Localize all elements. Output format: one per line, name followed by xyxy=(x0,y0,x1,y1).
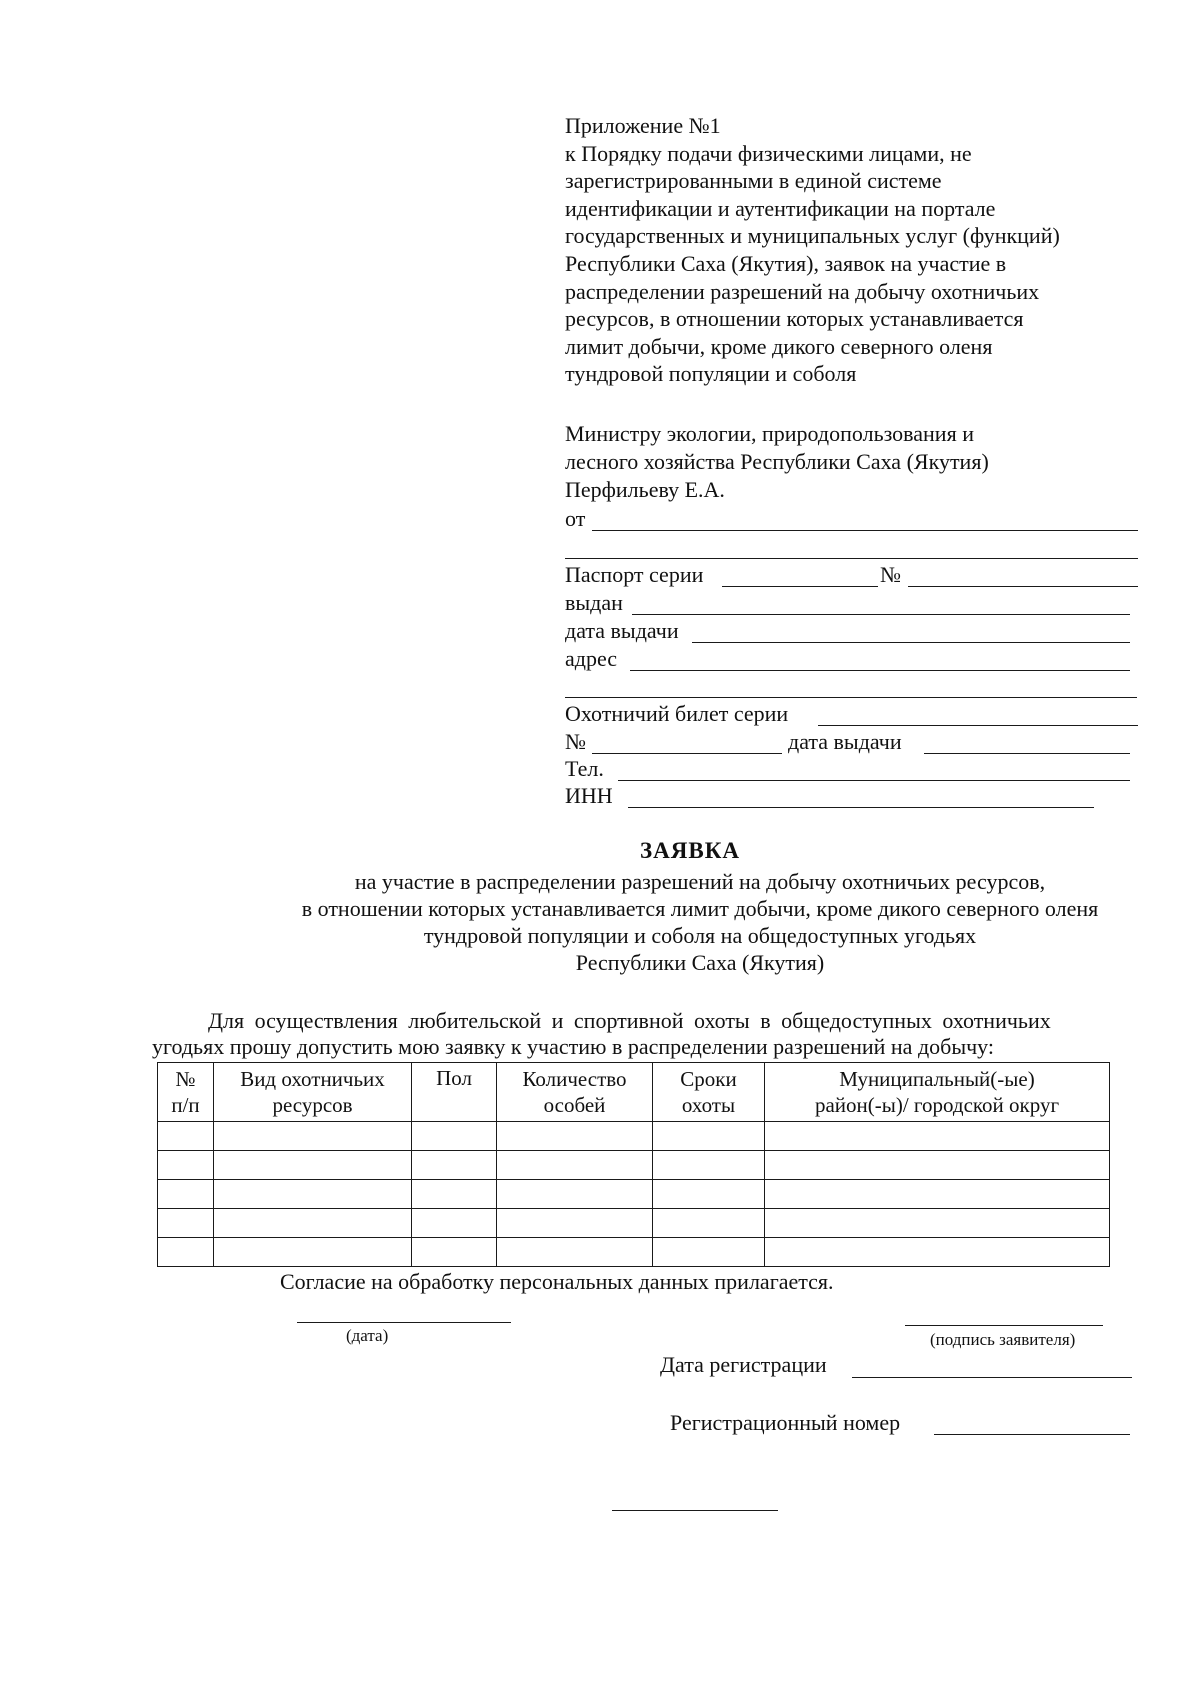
phone-label: Тел. xyxy=(565,756,604,781)
addressee-line: Перфильеву Е.А. xyxy=(565,477,725,502)
application-subtitle-line: на участие в распределении разрешений на добычу охотничьих ресурсов, xyxy=(354,869,1046,894)
application-subtitle-line: в отношении которых устанавливается лимит добычи, кроме дикого северного оленя xyxy=(301,896,1099,921)
from-field[interactable] xyxy=(592,530,1138,531)
passport-series-field[interactable] xyxy=(722,586,878,587)
resources-table xyxy=(157,1062,1110,1267)
column-header-sex: Пол xyxy=(412,1063,497,1122)
address-label: адрес xyxy=(565,646,618,671)
addressee-block xyxy=(565,420,1165,504)
issued-label: выдан xyxy=(565,590,623,615)
passport-number-label: № xyxy=(880,562,901,587)
ticket-number-label: № xyxy=(565,729,586,754)
table-row[interactable] xyxy=(158,1180,1110,1209)
address-field-line-2[interactable] xyxy=(565,697,1137,698)
inn-field[interactable] xyxy=(628,807,1094,808)
signature-field[interactable] xyxy=(905,1325,1103,1326)
hunting-ticket-label: Охотничий билет серии xyxy=(565,701,789,726)
addressee-line: лесного хозяйства Республики Саха (Якутия) xyxy=(565,449,989,474)
request-paragraph-line-2: угодьях прошу допустить мою заявку к участию в распределении разрешений на добычу: xyxy=(152,1034,994,1059)
appendix-line: Приложение №1 xyxy=(565,113,721,138)
registration-date-field[interactable] xyxy=(852,1377,1132,1378)
appendix-block xyxy=(565,112,1165,388)
ticket-date-field[interactable] xyxy=(924,753,1130,754)
from-label: от xyxy=(565,506,586,531)
registration-number-label: Регистрационный номер xyxy=(670,1410,901,1435)
registration-number-field[interactable] xyxy=(934,1434,1130,1435)
issue-date-label: дата выдачи xyxy=(565,618,679,643)
appendix-line: тундровой популяции и соболя xyxy=(565,361,857,387)
application-title: ЗАЯВКА xyxy=(640,838,740,863)
address-field[interactable] xyxy=(630,670,1130,671)
ticket-number-field[interactable] xyxy=(592,753,782,754)
from-field-line-2[interactable] xyxy=(565,558,1138,559)
request-paragraph-line-1: Для осуществления любительской и спортивной охоты в общедоступных охотничьих xyxy=(208,1008,1051,1033)
table-row[interactable] xyxy=(158,1209,1110,1238)
ticket-date-label: дата выдачи xyxy=(788,729,902,754)
signature-caption: (подпись заявителя) xyxy=(930,1330,1076,1349)
issued-field[interactable] xyxy=(632,614,1130,615)
appendix-line: лимит добычи, кроме дикого северного оленя xyxy=(565,333,993,359)
addressee-line: Министру экологии, природопользования и xyxy=(565,421,974,446)
end-separator xyxy=(612,1510,778,1511)
appendix-line: зарегистрированными в единой системе xyxy=(565,168,942,194)
column-header-district: Муниципальный(-ые) район(-ы)/ городской округ xyxy=(765,1063,1110,1122)
table-row[interactable] xyxy=(158,1122,1110,1151)
phone-field[interactable] xyxy=(618,780,1130,781)
appendix-line: ресурсов, в отношении которых устанавливается xyxy=(565,306,1024,332)
issue-date-field[interactable] xyxy=(692,642,1130,643)
appendix-line: идентификации и аутентификации на портале xyxy=(565,195,996,221)
date-field[interactable] xyxy=(297,1322,511,1323)
registration-date-label: Дата регистрации xyxy=(660,1352,827,1377)
column-header-number: № п/п xyxy=(158,1063,214,1122)
column-header-quantity: Количество особей xyxy=(497,1063,653,1122)
appendix-line: Республики Саха (Якутия), заявок на участие в xyxy=(565,250,1007,276)
application-subtitle-line: Республики Саха (Якутия) xyxy=(575,950,825,975)
column-header-resource-type: Вид охотничьих ресурсов xyxy=(214,1063,412,1122)
passport-series-label: Паспорт серии xyxy=(565,562,704,587)
hunting-ticket-series-field[interactable] xyxy=(818,725,1138,726)
appendix-line: к Порядку подачи физическими лицами, не xyxy=(565,140,972,166)
date-caption: (дата) xyxy=(346,1326,389,1345)
inn-label: ИНН xyxy=(565,783,613,808)
table-row[interactable] xyxy=(158,1151,1110,1180)
application-subtitle-line: тундровой популяции и соболя на общедоступных угодьях xyxy=(423,923,977,948)
appendix-line: государственных и муниципальных услуг (функций) xyxy=(565,223,1060,249)
column-header-hunting-period: Сроки охоты xyxy=(653,1063,765,1122)
consent-text: Согласие на обработку персональных данных прилагается. xyxy=(280,1269,834,1294)
table-header-row xyxy=(158,1063,1110,1122)
table-row[interactable] xyxy=(158,1238,1110,1267)
passport-number-field[interactable] xyxy=(908,586,1138,587)
appendix-line: распределении разрешений на добычу охотничьих xyxy=(565,278,1040,304)
